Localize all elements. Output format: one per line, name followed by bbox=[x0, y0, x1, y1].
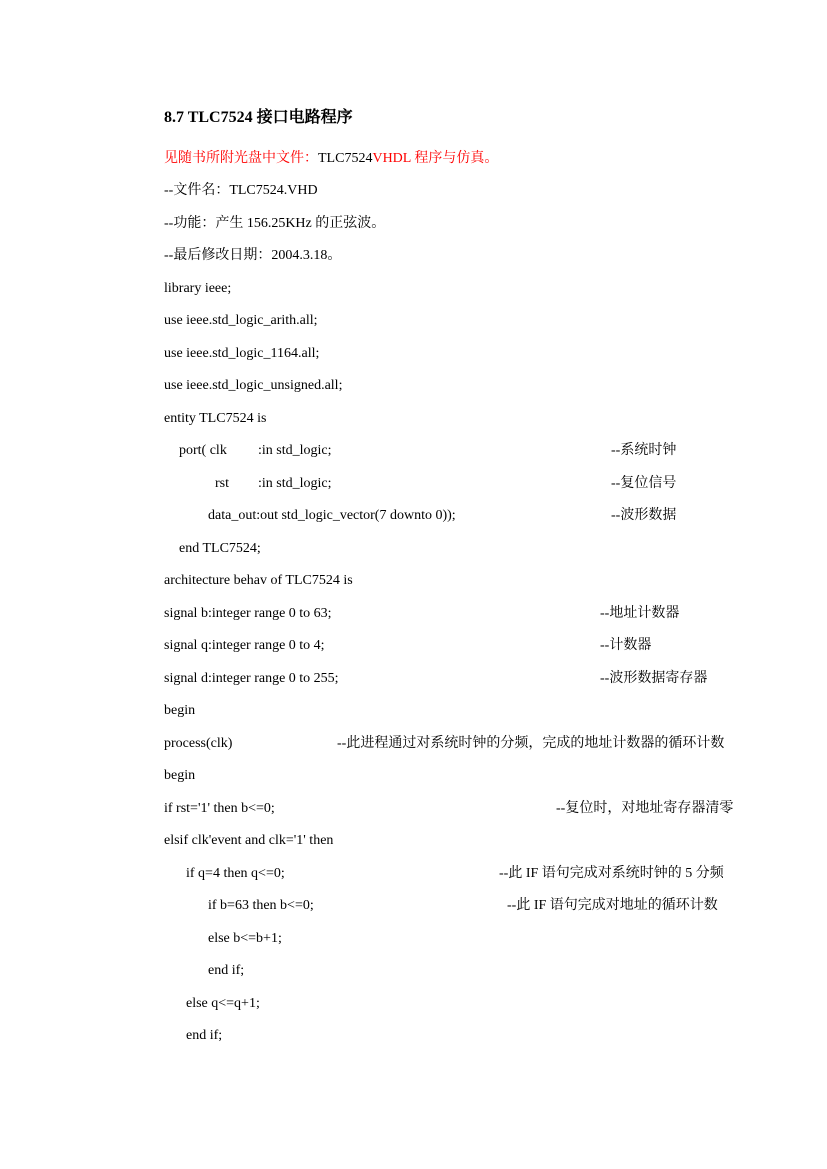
code-line: signal b:integer range 0 to 63; bbox=[164, 606, 332, 621]
code-line: if b=63 then b<=0; bbox=[208, 898, 314, 913]
code-comment: --复位时，对地址寄存器清零 bbox=[556, 801, 734, 816]
code-line: if q=4 then q<=0; bbox=[186, 866, 285, 881]
code-line: data_out:out std_logic_vector(7 downto 0)); bbox=[208, 508, 456, 523]
code-line: library ieee; bbox=[164, 281, 232, 296]
code-comment: --系统时钟 bbox=[611, 443, 677, 458]
code-line: --最后修改日期：2004.3.18。 bbox=[164, 248, 342, 263]
code-comment: --波形数据寄存器 bbox=[600, 671, 708, 686]
code-comment: --此 IF 语句完成对系统时钟的 5 分频 bbox=[499, 866, 724, 881]
code-line: else b<=b+1; bbox=[208, 931, 282, 946]
code-line: if rst='1' then b<=0; bbox=[164, 801, 275, 816]
code-comment: --复位信号 bbox=[611, 476, 677, 491]
code-line: entity TLC7524 is bbox=[164, 411, 267, 426]
code-line-type: :in std_logic; bbox=[258, 443, 332, 458]
code-line: use ieee.std_logic_arith.all; bbox=[164, 313, 318, 328]
code-line: else q<=q+1; bbox=[186, 996, 260, 1011]
code-line: --功能：产生 156.25KHz 的正弦波。 bbox=[164, 216, 386, 231]
file-note-prefix: 见随书所附光盘中文件： bbox=[164, 151, 318, 166]
file-note-filename: TLC7524 bbox=[318, 151, 373, 166]
code-line: end TLC7524; bbox=[179, 541, 261, 556]
code-line: rst bbox=[215, 476, 229, 491]
code-line: signal q:integer range 0 to 4; bbox=[164, 638, 325, 653]
code-line: port( clk bbox=[179, 443, 227, 458]
code-line-type: :in std_logic; bbox=[258, 476, 332, 491]
file-note bbox=[164, 150, 498, 168]
code-line: end if; bbox=[208, 963, 245, 978]
code-line: use ieee.std_logic_1164.all; bbox=[164, 346, 320, 361]
code-comment: --此进程通过对系统时钟的分频，完成的地址计数器的循环计数 bbox=[337, 736, 725, 751]
code-line: signal d:integer range 0 to 255; bbox=[164, 671, 339, 686]
code-line: architecture behav of TLC7524 is bbox=[164, 573, 353, 588]
section-heading: 8.7 TLC7524 接口电路程序 bbox=[164, 109, 353, 126]
file-note-suffix: VHDL 程序与仿真。 bbox=[372, 151, 499, 166]
code-line: use ieee.std_logic_unsigned.all; bbox=[164, 378, 343, 393]
code-comment: --地址计数器 bbox=[600, 606, 680, 621]
code-comment: --波形数据 bbox=[611, 508, 677, 523]
code-line: elsif clk'event and clk='1' then bbox=[164, 833, 334, 848]
code-line: begin bbox=[164, 768, 196, 783]
code-line: --文件名：TLC7524.VHD bbox=[164, 183, 318, 198]
code-line: process(clk) bbox=[164, 736, 233, 751]
code-comment: --此 IF 语句完成对地址的循环计数 bbox=[507, 898, 718, 913]
code-line: begin bbox=[164, 703, 196, 718]
code-line: end if; bbox=[186, 1028, 223, 1043]
code-comment: --计数器 bbox=[600, 638, 652, 653]
